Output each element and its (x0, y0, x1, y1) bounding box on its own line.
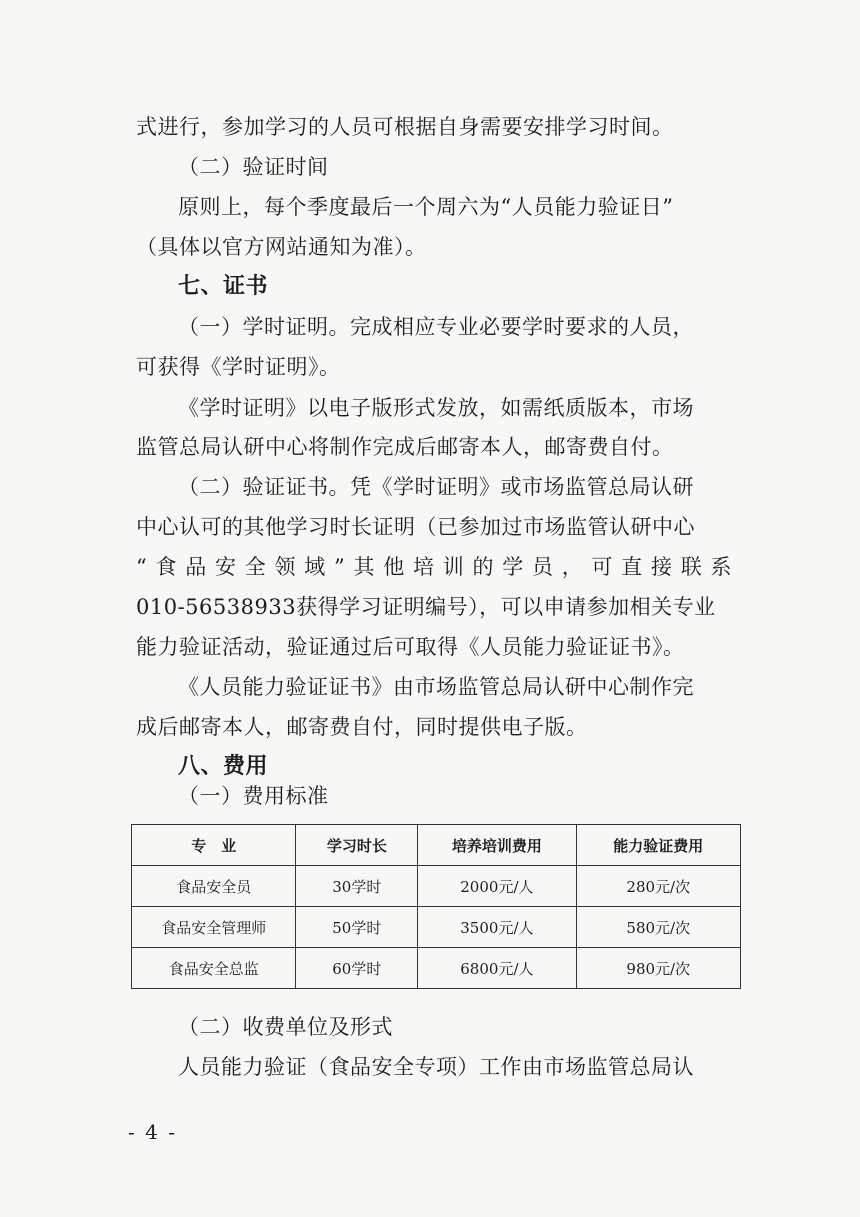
cell-hours: 50学时 (296, 907, 418, 948)
line-10: （二）验证证书。凭《学时证明》或市场监管总局认研 (178, 475, 694, 499)
section-7-heading: 七、证书 (178, 274, 269, 299)
cell-verification-fee: 580元/次 (576, 907, 740, 948)
cell-major: 食品安全员 (132, 866, 296, 907)
cell-hours: 30学时 (296, 866, 418, 907)
table-row (132, 907, 741, 948)
line-4: （具体以官方网站通知为准）。 (136, 235, 427, 259)
line-6: （一）学时证明。完成相应专业必要学时要求的人员， (178, 315, 694, 339)
fee-table (131, 824, 741, 989)
line-18: （一）费用标准 (178, 784, 329, 808)
table-row (132, 866, 741, 907)
cell-major: 食品安全总监 (132, 948, 296, 989)
header-verification-fee: 能力验证费用 (576, 825, 740, 866)
cell-training-fee: 3500元/人 (418, 907, 576, 948)
table-header-row (132, 825, 741, 866)
line-8: 《学时证明》以电子版形式发放，如需纸质版本，市场 (178, 396, 694, 420)
header-training-fee: 培养培训费用 (418, 825, 576, 866)
cell-training-fee: 2000元/人 (418, 866, 576, 907)
line-after-1: （二）收费单位及形式 (178, 1015, 393, 1039)
line-2: （二）验证时间 (178, 155, 329, 179)
line-after-2: 人员能力验证（食品安全专项）工作由市场监管总局认 (178, 1055, 694, 1079)
cell-hours: 60学时 (296, 948, 418, 989)
page-number: - 4 - (128, 1120, 177, 1144)
line-7: 可获得《学时证明》。 (136, 355, 341, 379)
line-11: 中心认可的其他学习时长证明（已参加过市场监管认研中心 (136, 515, 695, 539)
table-row (132, 948, 741, 989)
line-15: 《人员能力验证证书》由市场监管总局认研中心制作完 (178, 675, 694, 699)
line-14: 能力验证活动，验证通过后可取得《人员能力验证证书》。 (136, 635, 685, 659)
header-major: 专 业 (132, 825, 296, 866)
cell-verification-fee: 980元/次 (576, 948, 740, 989)
line-16: 成后邮寄本人，邮寄费自付，同时提供电子版。 (136, 715, 588, 739)
line-12: “食品安全领域”其他培训的学员，可直接联系 (136, 555, 732, 579)
header-hours: 学习时长 (296, 825, 418, 866)
section-8-heading: 八、费用 (178, 754, 269, 779)
line-1: 式进行，参加学习的人员可根据自身需要安排学习时间。 (136, 115, 674, 139)
line-3: 原则上，每个季度最后一个周六为“人员能力验证日” (178, 195, 674, 219)
cell-major: 食品安全管理师 (132, 907, 296, 948)
line-9: 监管总局认研中心将制作完成后邮寄本人，邮寄费自付。 (136, 435, 674, 459)
cell-training-fee: 6800元/人 (418, 948, 576, 989)
cell-verification-fee: 280元/次 (576, 866, 740, 907)
line-13: 010-56538933获得学习证明编号），可以申请参加相关专业 (136, 595, 716, 619)
